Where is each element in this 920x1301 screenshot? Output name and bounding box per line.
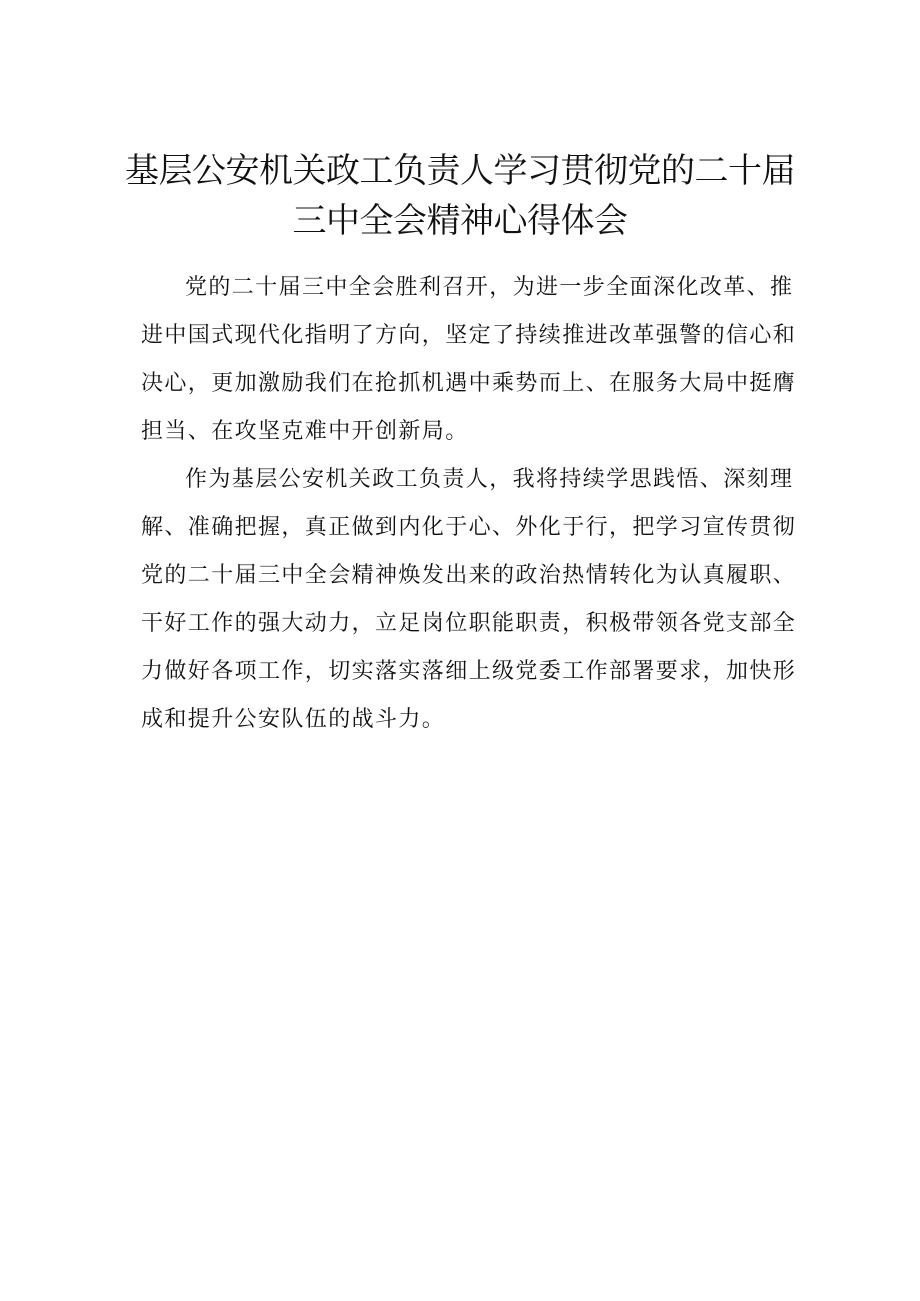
paragraph-line: 党的二十届三中全会精神焕发出来的政治热情转化为认真履职、 xyxy=(141,563,797,588)
paragraph-line: 进中国式现代化指明了方向，坚定了持续推进改革强警的信心和 xyxy=(141,323,797,348)
paragraph-line: 成和提升公安队伍的战斗力。 xyxy=(141,707,446,732)
paragraph-1 xyxy=(141,264,797,456)
paragraph-line: 力做好各项工作，切实落实落细上级党委工作部署要求，加快形 xyxy=(141,659,797,684)
document-title xyxy=(120,146,800,246)
title-line-2: 三中全会精神心得体会 xyxy=(292,201,628,241)
paragraph-line: 党的二十届三中全会胜利召开，为进一步全面深化改革、推 xyxy=(185,275,794,300)
paragraph-line: 干好工作的强大动力，立足岗位职能职责，积极带领各党支部全 xyxy=(141,611,797,636)
title-line-1: 基层公安机关政工负责人学习贯彻党的二十届 xyxy=(125,151,795,191)
paragraph-2 xyxy=(141,456,797,744)
paragraph-line: 解、准确把握，真正做到内化于心、外化于行，把学习宣传贯彻 xyxy=(141,515,797,540)
document-body xyxy=(141,264,797,744)
paragraph-line: 担当、在攻坚克难中开创新局。 xyxy=(141,419,469,444)
paragraph-line: 决心，更加激励我们在抢抓机遇中乘势而上、在服务大局中挺膺 xyxy=(141,371,797,396)
paragraph-line: 作为基层公安机关政工负责人，我将持续学思践悟、深刻理 xyxy=(185,467,794,492)
